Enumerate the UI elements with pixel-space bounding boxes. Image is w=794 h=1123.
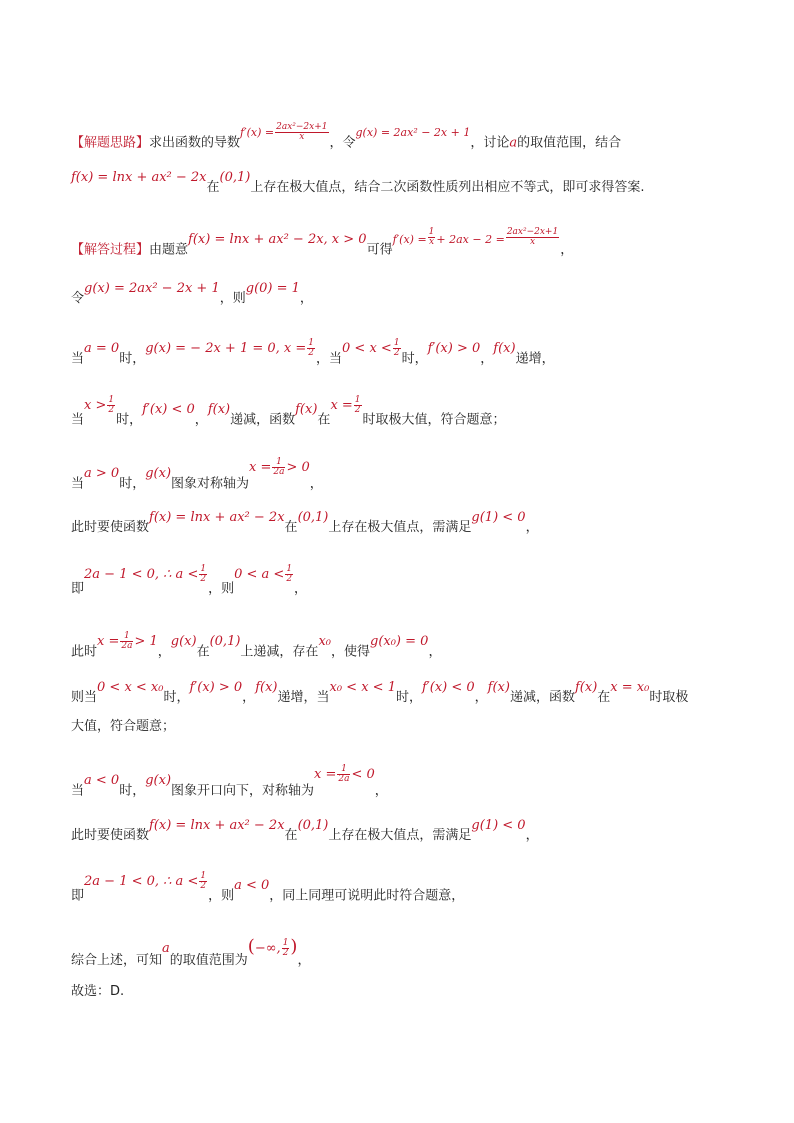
text: 图象对称轴为 <box>171 476 250 492</box>
text: 在 <box>206 180 220 195</box>
math-gx: g(x) = 2ax² − 2x + 1 <box>84 281 220 296</box>
fraction <box>199 565 207 585</box>
math-interval: (0,1) <box>209 634 241 650</box>
text: ， <box>525 520 539 535</box>
math-fx: f(x) = lnx + ax² − 2x <box>149 510 285 525</box>
math-alt: a < 0 <box>84 773 120 789</box>
frac-den: 2 <box>286 574 293 585</box>
text: 的取值范围，结合 <box>517 135 622 151</box>
text: ， <box>242 690 256 705</box>
frac-den: x <box>529 237 536 248</box>
math-axis: x = <box>314 767 337 783</box>
text: ，则 <box>208 888 235 904</box>
line-16 <box>71 936 311 970</box>
math-a: a <box>509 135 518 151</box>
math-a: a <box>162 941 170 956</box>
math-g1: g(1) < 0 <box>471 510 526 525</box>
text: 此时要使函数 <box>71 828 150 843</box>
line-5 <box>71 338 555 369</box>
math-g: g(x) <box>145 773 172 789</box>
text: 此时要使函数 <box>71 520 150 535</box>
text: ，同上同理可说明此时符合题意， <box>269 888 465 904</box>
frac-den: 2 <box>308 348 315 359</box>
text: 由题意 <box>149 242 189 258</box>
fraction <box>282 939 290 959</box>
math-xgt: x > <box>84 398 107 414</box>
line-10 <box>71 631 442 662</box>
text: ， <box>480 351 494 367</box>
text: ， <box>560 242 574 258</box>
frac-num: 2ax²−2x+1 <box>506 227 559 237</box>
frac-den: 2a <box>273 467 285 478</box>
text: ，则 <box>208 581 235 597</box>
text: ， <box>157 644 171 660</box>
math-xeq: x = <box>330 398 353 414</box>
math-gx: g(x) = − 2x + 1 = 0, x = <box>145 341 307 357</box>
frac-den: x <box>429 237 435 248</box>
math-fprime: f′(x) > 0 <box>189 680 243 695</box>
math-inf: −∞, <box>254 941 281 956</box>
math-f: f(x) <box>295 402 318 418</box>
math-interval: (0,1) <box>297 510 329 525</box>
text: 递减，函数 <box>230 412 296 428</box>
fraction <box>354 396 362 416</box>
math-range: 0 < x < x₀ <box>97 680 164 695</box>
fraction <box>506 228 559 248</box>
text: ，则 <box>219 291 246 306</box>
math-f: f(x) <box>487 680 510 695</box>
frac-num: 1 <box>354 395 361 405</box>
frac-den: 2 <box>393 348 400 359</box>
math-fprime: f′(x) > 0 <box>427 341 481 357</box>
math-axis: > 0 <box>286 460 310 476</box>
text: 上存在极大值点，需满足 <box>328 520 472 535</box>
text: ，讨论 <box>470 135 510 151</box>
math-fprime: f′(x) = <box>240 126 275 140</box>
math-axis: x = <box>249 460 272 476</box>
text: 即 <box>71 581 85 597</box>
frac-num: 1 <box>393 338 400 348</box>
fraction <box>275 123 328 143</box>
math-x0: x₀ <box>318 634 331 650</box>
text: 图象开口向下，对称轴为 <box>171 783 315 799</box>
math-g1: g(1) < 0 <box>471 818 526 833</box>
text: ，当 <box>316 351 343 367</box>
text: ， <box>309 476 323 492</box>
math-ineq: 2a − 1 < 0, ∴ a < <box>84 874 199 890</box>
line-11 <box>71 680 689 705</box>
fraction <box>272 458 285 478</box>
text: ， <box>297 953 311 968</box>
line-2 <box>71 170 645 195</box>
text: ， <box>299 291 313 306</box>
text: 上存在极大值点，需满足 <box>328 828 472 843</box>
text: 的取值范围为 <box>169 953 248 968</box>
math-paren-right: ) <box>290 936 298 957</box>
frac-num: 1 <box>200 564 207 574</box>
text: 时取极 <box>649 690 689 705</box>
math-gx0: g(x₀) = 0 <box>370 634 429 650</box>
math-agt: a > 0 <box>84 466 120 482</box>
line-1 <box>71 122 622 153</box>
frac-den: 2 <box>354 405 361 416</box>
text: 即 <box>71 888 85 904</box>
math-g: g(x) <box>145 466 172 482</box>
math-interval: (0,1) <box>219 170 251 185</box>
frac-num: 1 <box>337 765 350 775</box>
line-9 <box>71 564 308 599</box>
frac-den: 2 <box>108 405 115 416</box>
frac-den: x <box>299 132 305 143</box>
text: 在 <box>284 520 298 535</box>
math-fprime: f′(x) < 0 <box>421 680 475 695</box>
text: 上存在极大值点，结合二次函数性质列出相应不等式，即可求得答案. <box>250 180 645 195</box>
text: 求出函数的导数 <box>149 135 241 151</box>
line-3 <box>71 227 574 260</box>
line-7 <box>71 457 323 494</box>
frac-den: 2a <box>121 641 133 652</box>
text: 时取极大值，符合题意； <box>362 412 506 428</box>
frac-num: 1 <box>120 632 133 642</box>
math-fx: f(x) = lnx + ax² − 2x <box>149 818 285 833</box>
text: 当 <box>71 412 85 428</box>
frac-den: 2 <box>200 574 207 585</box>
fraction <box>337 765 350 785</box>
fraction <box>393 339 401 359</box>
text: ， <box>474 690 488 705</box>
math-x: x = <box>97 634 120 650</box>
fraction <box>199 872 207 892</box>
math-fprime: f′(x) = <box>392 233 427 247</box>
math-interval: (0,1) <box>297 818 329 833</box>
text: 在 <box>317 412 331 428</box>
fraction <box>285 565 293 585</box>
text: ， <box>525 828 539 843</box>
frac-num: 1 <box>282 937 289 948</box>
text: 当 <box>71 476 85 492</box>
text: 令 <box>71 291 85 306</box>
frac-num: 1 <box>272 458 285 468</box>
frac-den: 2 <box>282 948 289 958</box>
math-f: f(x) <box>574 680 598 695</box>
line-4 <box>71 281 313 306</box>
text: 时， <box>119 476 146 492</box>
math-f: f(x) <box>207 402 231 418</box>
text: 综合上述，可知 <box>71 953 163 968</box>
text: 大值，符合题意； <box>71 719 176 734</box>
math-alt: a < 0 <box>234 878 270 894</box>
frac-den: 2a <box>338 774 350 785</box>
text: 递增，当 <box>277 690 330 705</box>
text: 当 <box>71 351 85 367</box>
line-12 <box>71 720 175 733</box>
text: 递减，函数 <box>509 690 575 705</box>
line-15 <box>71 871 465 906</box>
math-f: f(x) <box>493 341 516 357</box>
line-8 <box>71 510 539 535</box>
text: 时， <box>119 783 146 799</box>
text: ，令 <box>329 135 356 151</box>
text: 在 <box>597 690 611 705</box>
frac-num: 2ax²−2x+1 <box>276 122 328 132</box>
tag-solution-idea: 【解题思路】 <box>71 135 150 151</box>
frac-num: 1 <box>428 227 435 237</box>
fraction <box>120 632 133 652</box>
frac-num: 1 <box>108 395 115 405</box>
math-fx: f(x) = lnx + ax² − 2x <box>71 170 207 185</box>
math-a0: a = 0 <box>84 341 120 357</box>
text: 时， <box>119 351 146 367</box>
text: ，使得 <box>330 644 370 660</box>
frac-den: 2 <box>200 881 207 892</box>
text: 在 <box>284 828 298 843</box>
math-mid: + 2ax − 2 = <box>436 233 505 247</box>
math-fprime: f′(x) < 0 <box>142 402 195 418</box>
fraction <box>107 396 115 416</box>
text: 时， <box>163 690 190 705</box>
frac-num: 1 <box>200 871 207 881</box>
text: 上递减，存在 <box>240 644 319 660</box>
math-axis: < 0 <box>351 767 375 783</box>
line-17 <box>71 985 124 998</box>
math-fx: f(x) = lnx + ax² − 2x, x > 0 <box>188 232 367 248</box>
frac-num: 1 <box>308 338 315 348</box>
math-x: > 1 <box>134 634 158 650</box>
math-g0: g(0) = 1 <box>245 281 300 296</box>
line-13 <box>71 764 388 801</box>
text: ， <box>374 783 388 799</box>
text: ， <box>428 644 442 660</box>
math-gx: g(x) = 2ax² − 2x + 1 <box>355 126 471 140</box>
text: 则当 <box>71 690 98 705</box>
tag-solution-process: 【解答过程】 <box>71 242 150 258</box>
fraction <box>307 339 315 359</box>
math-xe: x = x₀ <box>610 680 650 695</box>
text: 可得 <box>366 242 393 258</box>
text: 在 <box>196 644 210 660</box>
answer-text: 故选：D. <box>71 984 125 999</box>
line-6 <box>71 395 506 430</box>
text: 时， <box>395 690 422 705</box>
math-range: x₀ < x < 1 <box>329 680 396 695</box>
math-paren-left: ( <box>247 936 255 957</box>
math-f: f(x) <box>255 680 278 695</box>
math-g: g(x) <box>170 634 197 650</box>
math-ineq: 0 < x < <box>342 341 392 357</box>
text: 时， <box>401 351 428 367</box>
math-ineq: 2a − 1 < 0, ∴ a < <box>84 567 199 583</box>
math-ineq: 0 < a < <box>234 567 285 583</box>
fraction <box>428 228 436 248</box>
line-14 <box>71 818 539 843</box>
text: 时， <box>116 412 143 428</box>
text: ， <box>294 581 308 597</box>
text: ， <box>194 412 208 428</box>
text: 当 <box>71 783 85 799</box>
frac-num: 1 <box>286 564 293 574</box>
text: 递增， <box>515 351 555 367</box>
text: 此时 <box>71 644 98 660</box>
